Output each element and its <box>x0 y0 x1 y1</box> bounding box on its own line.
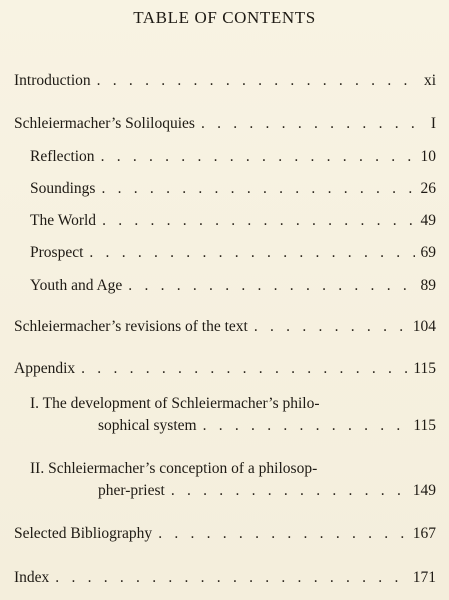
toc-entry-label: Appendix <box>14 360 76 377</box>
toc-entry-label-line1: II. Schleiermacher’s conception of a philosop- <box>30 460 318 477</box>
toc-entry-label-line2: sophical system <box>98 417 197 434</box>
toc-entry-appendix-i[interactable] <box>30 395 436 435</box>
toc-entry-the-world[interactable] <box>30 212 436 230</box>
toc-entry-page: 115 <box>413 360 436 377</box>
dot-leader <box>203 417 408 435</box>
toc-entry-soliloquies[interactable] <box>14 115 436 133</box>
toc-entry-label: Reflection <box>30 148 95 165</box>
toc-entry-label: Introduction <box>14 72 91 89</box>
dot-leader <box>55 569 406 587</box>
dot-leader <box>254 318 407 336</box>
toc-entry-page: 167 <box>412 525 436 542</box>
toc-entry-page: 49 <box>420 212 436 229</box>
toc-entry-label-line2: pher-priest <box>98 482 165 499</box>
dot-leader <box>158 525 407 543</box>
toc-entry-page: xi <box>423 72 436 89</box>
toc-entry-youth-and-age[interactable] <box>30 277 436 295</box>
toc-entry-bibliography[interactable] <box>14 525 436 543</box>
toc-entry-page: 149 <box>412 482 436 499</box>
dot-leader <box>101 180 414 198</box>
toc-entry-label: Schleiermacher’s Soliloquies <box>14 115 195 132</box>
toc-entry-label: Selected Bibliography <box>14 525 153 542</box>
dot-leader <box>201 115 425 133</box>
dot-leader <box>102 212 414 230</box>
toc-entry-page: 89 <box>420 277 436 294</box>
dot-leader <box>97 72 418 90</box>
toc-entry-reflection[interactable] <box>30 148 436 166</box>
toc-entry-soundings[interactable] <box>30 180 436 198</box>
toc-entry-page: 26 <box>420 180 436 197</box>
toc-entry-label: Soundings <box>30 180 96 197</box>
toc-entry-page: 10 <box>420 148 436 165</box>
toc-entry-label-line1: I. The development of Schleiermacher’s philo- <box>30 395 320 412</box>
toc-entry-appendix[interactable] <box>14 360 436 378</box>
toc-entry-label: The World <box>30 212 97 229</box>
toc-entry-label: Schleiermacher’s revisions of the text <box>14 318 248 335</box>
page-title: TABLE OF CONTENTS <box>133 8 316 27</box>
dot-leader <box>101 148 415 166</box>
toc-entry-appendix-ii[interactable] <box>30 460 436 500</box>
toc-entry-page: 115 <box>413 417 436 434</box>
toc-entry-revisions[interactable] <box>14 318 436 336</box>
toc-entry-prospect[interactable] <box>30 244 436 262</box>
toc-entry-index[interactable] <box>14 569 436 587</box>
dot-leader <box>128 277 414 295</box>
toc-entry-page: 104 <box>412 318 436 335</box>
toc-entry-label: Youth and Age <box>30 277 123 294</box>
dot-leader <box>89 244 414 262</box>
toc-entry-label: Prospect <box>30 244 84 261</box>
toc-entry-introduction[interactable] <box>14 72 436 90</box>
toc-entry-page: I <box>430 115 436 132</box>
dot-leader <box>81 360 407 378</box>
toc-entry-page: 69 <box>420 244 436 261</box>
toc-entry-label: Index <box>14 569 50 586</box>
dot-leader <box>171 482 407 500</box>
toc-entry-page: 171 <box>412 569 436 586</box>
